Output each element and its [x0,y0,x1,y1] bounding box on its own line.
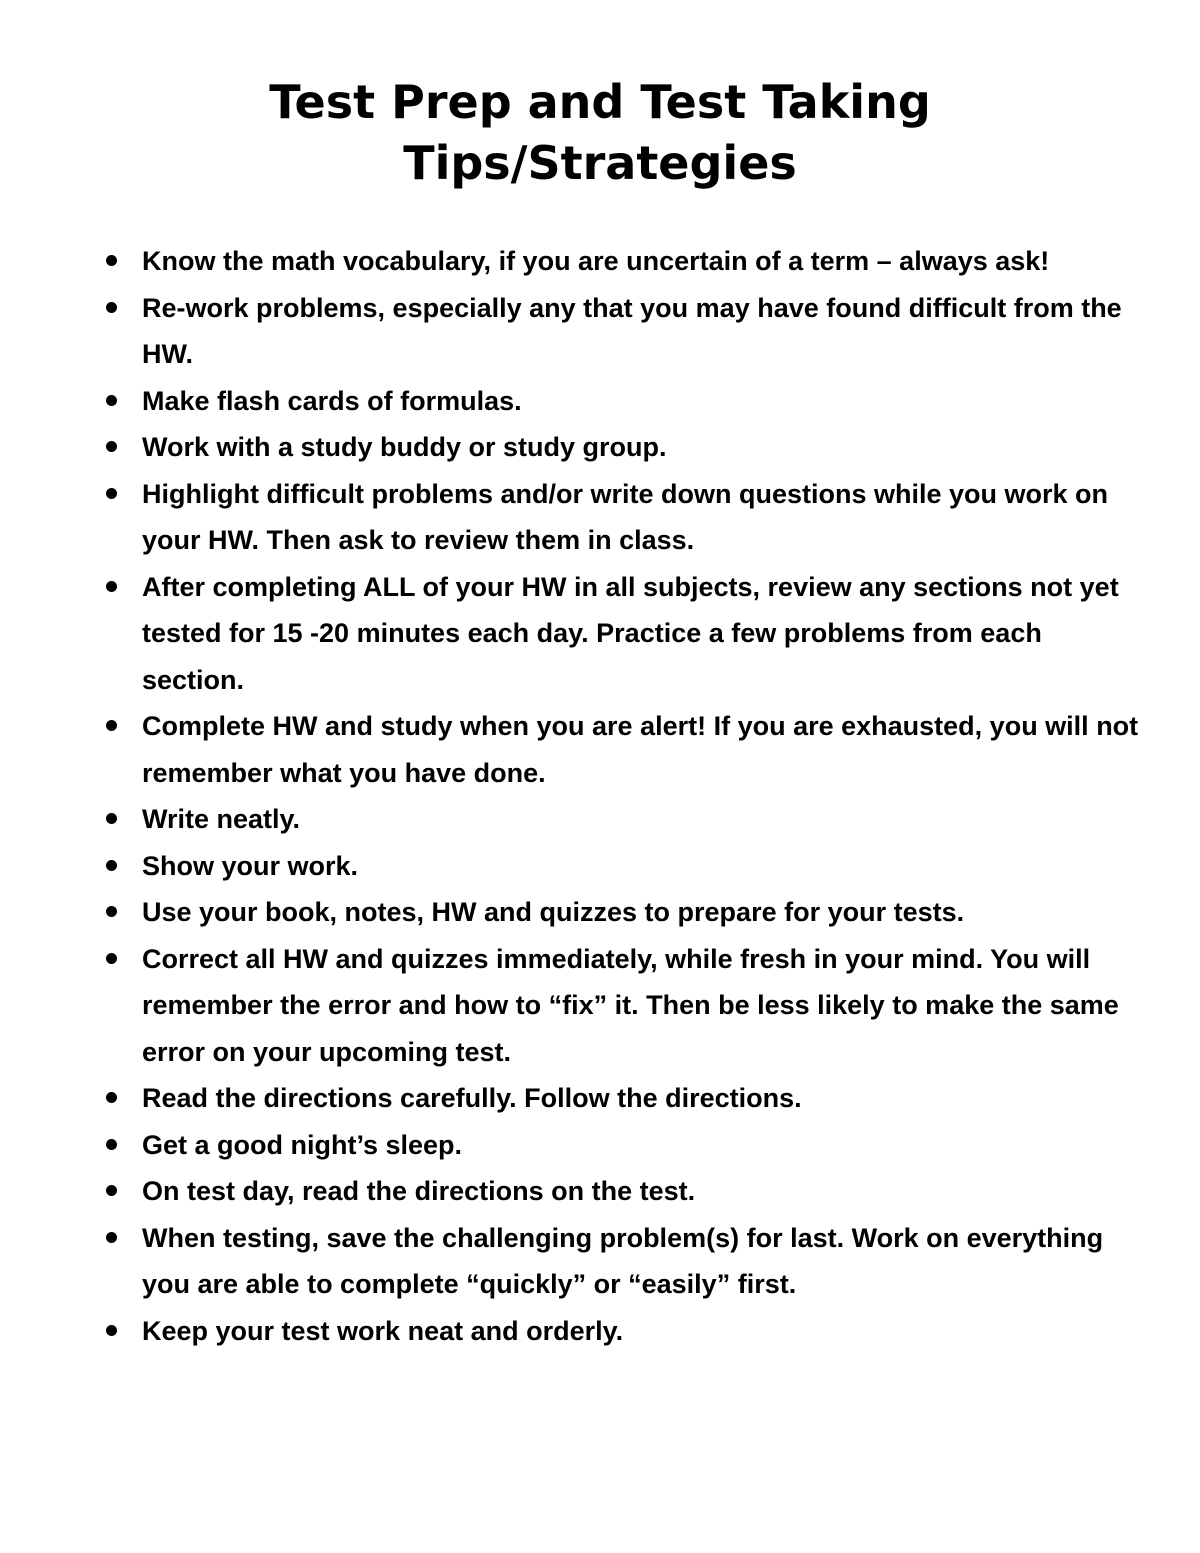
bullet-icon [106,1139,117,1150]
title-line-1: Test Prep and Test Taking [269,75,931,129]
tip-text: Correct all HW and quizzes immediately, while fresh in your mind. You will remember the error and how to “fix” it. Then be less likely to make the same error on your upcoming test. [142,943,1119,1067]
list-item [100,796,1140,843]
bullet-icon [106,860,117,871]
list-item [100,843,1140,890]
page-title [0,72,1200,194]
list-item [100,285,1140,378]
list-item [100,1308,1140,1355]
tip-text: On test day, read the directions on the test. [142,1176,696,1206]
tip-text: Complete HW and study when you are alert! If you are exhausted, you will not remember what you have done. [142,711,1139,788]
tip-text: Keep your test work neat and orderly. [142,1315,624,1346]
bullet-icon [106,255,117,266]
tip-text: Re-work problems, especially any that you may have found difficult from the HW. [142,292,1122,369]
list-item [100,378,1140,425]
bullet-icon [106,813,117,824]
list-item [100,238,1140,285]
bullet-icon [106,1092,117,1103]
bullet-icon [106,1185,117,1196]
tip-text: Use your book, notes, HW and quizzes to prepare for your tests. [142,897,965,927]
bullet-icon [106,1232,117,1243]
tip-text: After completing ALL of your HW in all subjects, review any sections not yet tested for 15 -20 minutes each day. Practice a few problems from each section. [142,571,1119,695]
list-item [100,1168,1140,1215]
list-item [100,471,1140,564]
bullet-icon [106,906,117,917]
tip-text: Read the directions carefully. Follow the directions. [142,1083,802,1113]
list-item [100,889,1140,936]
list-item [100,936,1140,1076]
bullet-icon [106,581,117,592]
bullet-icon [106,720,117,731]
bullet-icon [106,1325,117,1336]
tip-text: Show your work. [142,850,359,881]
tip-text: Highlight difficult problems and/or write down questions while you work on your HW. Then ask to review them in class. [142,478,1109,555]
bullet-icon [106,302,117,313]
list-item [100,703,1140,796]
title-line-2: Tips/Strategies [403,136,797,190]
list-item [100,1122,1140,1169]
list-item [100,424,1140,471]
tip-text: Make flash cards of formulas. [142,385,522,416]
bullet-icon [106,441,117,452]
tip-text: Know the math vocabulary, if you are uncertain of a term – always ask! [142,246,1050,276]
list-item [100,564,1140,704]
tip-text: Get a good night’s sleep. [142,1129,463,1160]
tip-text: When testing, save the challenging problem(s) for last. Work on everything you are able to complete “quickly” or “easily” first. [142,1222,1104,1299]
tips-list [100,238,1140,1354]
tip-text: Write neatly. [142,804,301,834]
bullet-icon [106,395,117,406]
tip-text: Work with a study buddy or study group. [142,432,667,462]
list-item [100,1075,1140,1122]
bullet-icon [106,488,117,499]
bullet-icon [106,953,117,964]
list-item [100,1215,1140,1308]
